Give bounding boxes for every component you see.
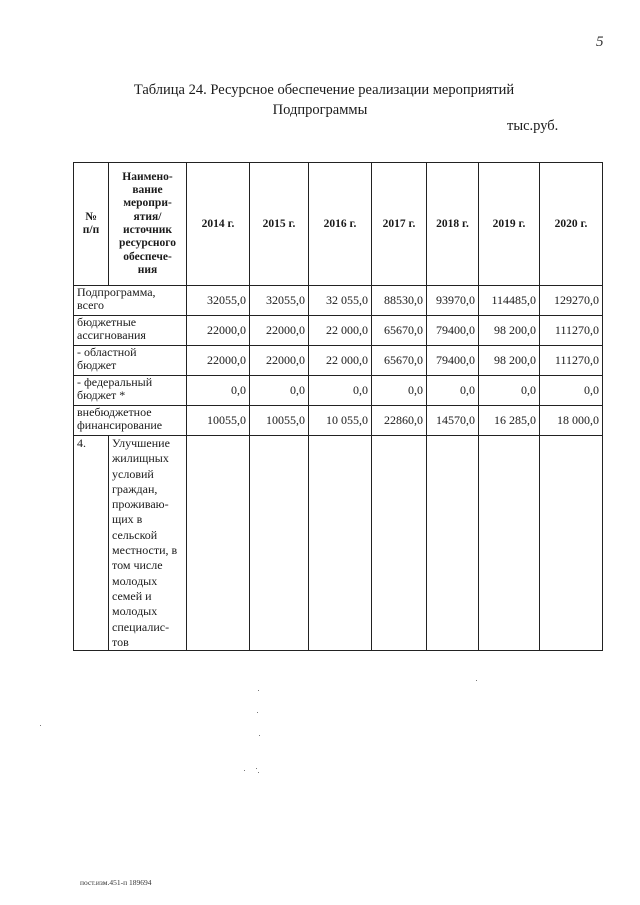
header-name-line: ресурсного [119, 237, 176, 250]
scan-speck [258, 772, 259, 773]
row-label-line: финансирование [77, 418, 163, 432]
item-name-line: условий [112, 466, 154, 481]
title-line-2: Подпрограммы [272, 102, 368, 118]
cell-value: 10055,0 [187, 406, 250, 436]
cell-value: 88530,0 [372, 286, 427, 316]
header-row [74, 163, 603, 286]
scan-speck [244, 770, 245, 771]
header-year-2018: 2018 г. [427, 163, 479, 286]
page-number: 5 [596, 34, 604, 50]
item-name-line: семей и [112, 588, 152, 603]
cell-value: 65670,0 [372, 316, 427, 346]
cell-value: 0,0 [479, 376, 540, 406]
item-number: 4. [74, 436, 109, 651]
header-year-2020: 2020 г. [540, 163, 603, 286]
item-name-line: щих в [112, 512, 143, 527]
scan-speck [259, 735, 260, 736]
cell-value: 65670,0 [372, 346, 427, 376]
item-name [109, 436, 187, 651]
scan-speck [40, 725, 41, 726]
cell-value: 32055,0 [187, 286, 250, 316]
empty-cell [250, 436, 309, 651]
cell-value: 18 000,0 [540, 406, 603, 436]
cell-value: 22 000,0 [309, 346, 372, 376]
item-name-line: проживаю- [112, 497, 169, 512]
header-year-2017: 2017 г. [372, 163, 427, 286]
item-name-line: специалис- [112, 619, 170, 634]
cell-value: 22860,0 [372, 406, 427, 436]
header-name-line: ятия/ [133, 210, 162, 223]
cell-value: 10055,0 [250, 406, 309, 436]
item-name-line: граждан, [112, 481, 158, 496]
cell-value: 0,0 [309, 376, 372, 406]
table-row-total [74, 286, 603, 316]
empty-cell [427, 436, 479, 651]
header-number-line: № [85, 211, 97, 223]
cell-value: 114485,0 [479, 286, 540, 316]
empty-cell [187, 436, 250, 651]
cell-value: 0,0 [250, 376, 309, 406]
header-name-line: ния [137, 263, 158, 276]
cell-value: 14570,0 [427, 406, 479, 436]
header-name-line: источник [122, 224, 173, 236]
row-label-line: внебюджетное [77, 405, 152, 419]
cell-value: 111270,0 [540, 346, 603, 376]
resource-table [73, 162, 603, 651]
item-name-line: молодых [112, 573, 158, 588]
cell-value: 0,0 [427, 376, 479, 406]
table-row-extrabudget [74, 406, 603, 436]
cell-value: 22000,0 [250, 346, 309, 376]
item-name-line: местности, в [112, 543, 178, 558]
empty-cell [540, 436, 603, 651]
cell-value: 111270,0 [540, 316, 603, 346]
row-label [74, 316, 187, 346]
header-number-line: п/п [82, 224, 100, 236]
row-label [74, 346, 187, 376]
row-label-line: - федеральный [77, 375, 153, 389]
table-title [0, 80, 640, 120]
cell-value: 0,0 [372, 376, 427, 406]
item-name-line: тов [112, 634, 129, 649]
header-name-line: обеспече- [123, 250, 172, 263]
header-number [74, 163, 109, 286]
header-name-line: Наимено- [122, 170, 173, 183]
row-label-line: всего [77, 298, 105, 312]
document-footer: пост.изм.451-п 189694 [80, 878, 152, 887]
empty-cell [372, 436, 427, 651]
row-label-line: бюджетные [77, 315, 137, 329]
cell-value: 10 055,0 [309, 406, 372, 436]
item-name-line: Улучшение [112, 436, 170, 450]
cell-value: 98 200,0 [479, 346, 540, 376]
units-label: тыс.руб. [507, 118, 559, 134]
row-label [74, 406, 187, 436]
cell-value: 32 055,0 [309, 286, 372, 316]
header-year-2014: 2014 г. [187, 163, 250, 286]
item-name-line: том числе [112, 558, 163, 573]
cell-value: 98 200,0 [479, 316, 540, 346]
empty-cell [479, 436, 540, 651]
cell-value: 22000,0 [187, 316, 250, 346]
header-year-2016: 2016 г. [309, 163, 372, 286]
scan-speck [256, 768, 257, 769]
cell-value: 16 285,0 [479, 406, 540, 436]
header-name [109, 163, 187, 286]
header-year-2019: 2019 г. [479, 163, 540, 286]
cell-value: 79400,0 [427, 316, 479, 346]
table-row-item-4 [74, 436, 603, 651]
cell-value: 22000,0 [187, 346, 250, 376]
cell-value: 32055,0 [250, 286, 309, 316]
scan-speck [258, 690, 259, 691]
item-name-line: молодых [112, 604, 158, 619]
cell-value: 0,0 [187, 376, 250, 406]
header-year-2015: 2015 г. [250, 163, 309, 286]
header-name-line: вание [132, 184, 163, 197]
scan-speck [257, 712, 258, 713]
table-row-budget [74, 316, 603, 346]
row-label-line: - областной [77, 345, 137, 359]
table-row-regional [74, 346, 603, 376]
table-row-federal [74, 376, 603, 406]
scan-speck [476, 680, 477, 681]
cell-value: 79400,0 [427, 346, 479, 376]
title-line-1: Таблица 24. Ресурсное обеспечение реализации мероприятий [133, 82, 515, 98]
cell-value: 22000,0 [250, 316, 309, 346]
empty-cell [309, 436, 372, 651]
item-name-line: жилищных [112, 451, 169, 466]
row-label-line: Подпрограмма, [77, 285, 156, 299]
cell-value: 129270,0 [540, 286, 603, 316]
cell-value: 22 000,0 [309, 316, 372, 346]
row-label-line: ассигнования [77, 328, 146, 342]
row-label [74, 286, 187, 316]
cell-value: 0,0 [540, 376, 603, 406]
row-label-line: бюджет [77, 358, 117, 372]
item-name-line: сельской [112, 527, 158, 542]
header-name-line: меропри- [123, 197, 172, 210]
cell-value: 93970,0 [427, 286, 479, 316]
row-label-line: бюджет * [77, 388, 126, 402]
row-label [74, 376, 187, 406]
